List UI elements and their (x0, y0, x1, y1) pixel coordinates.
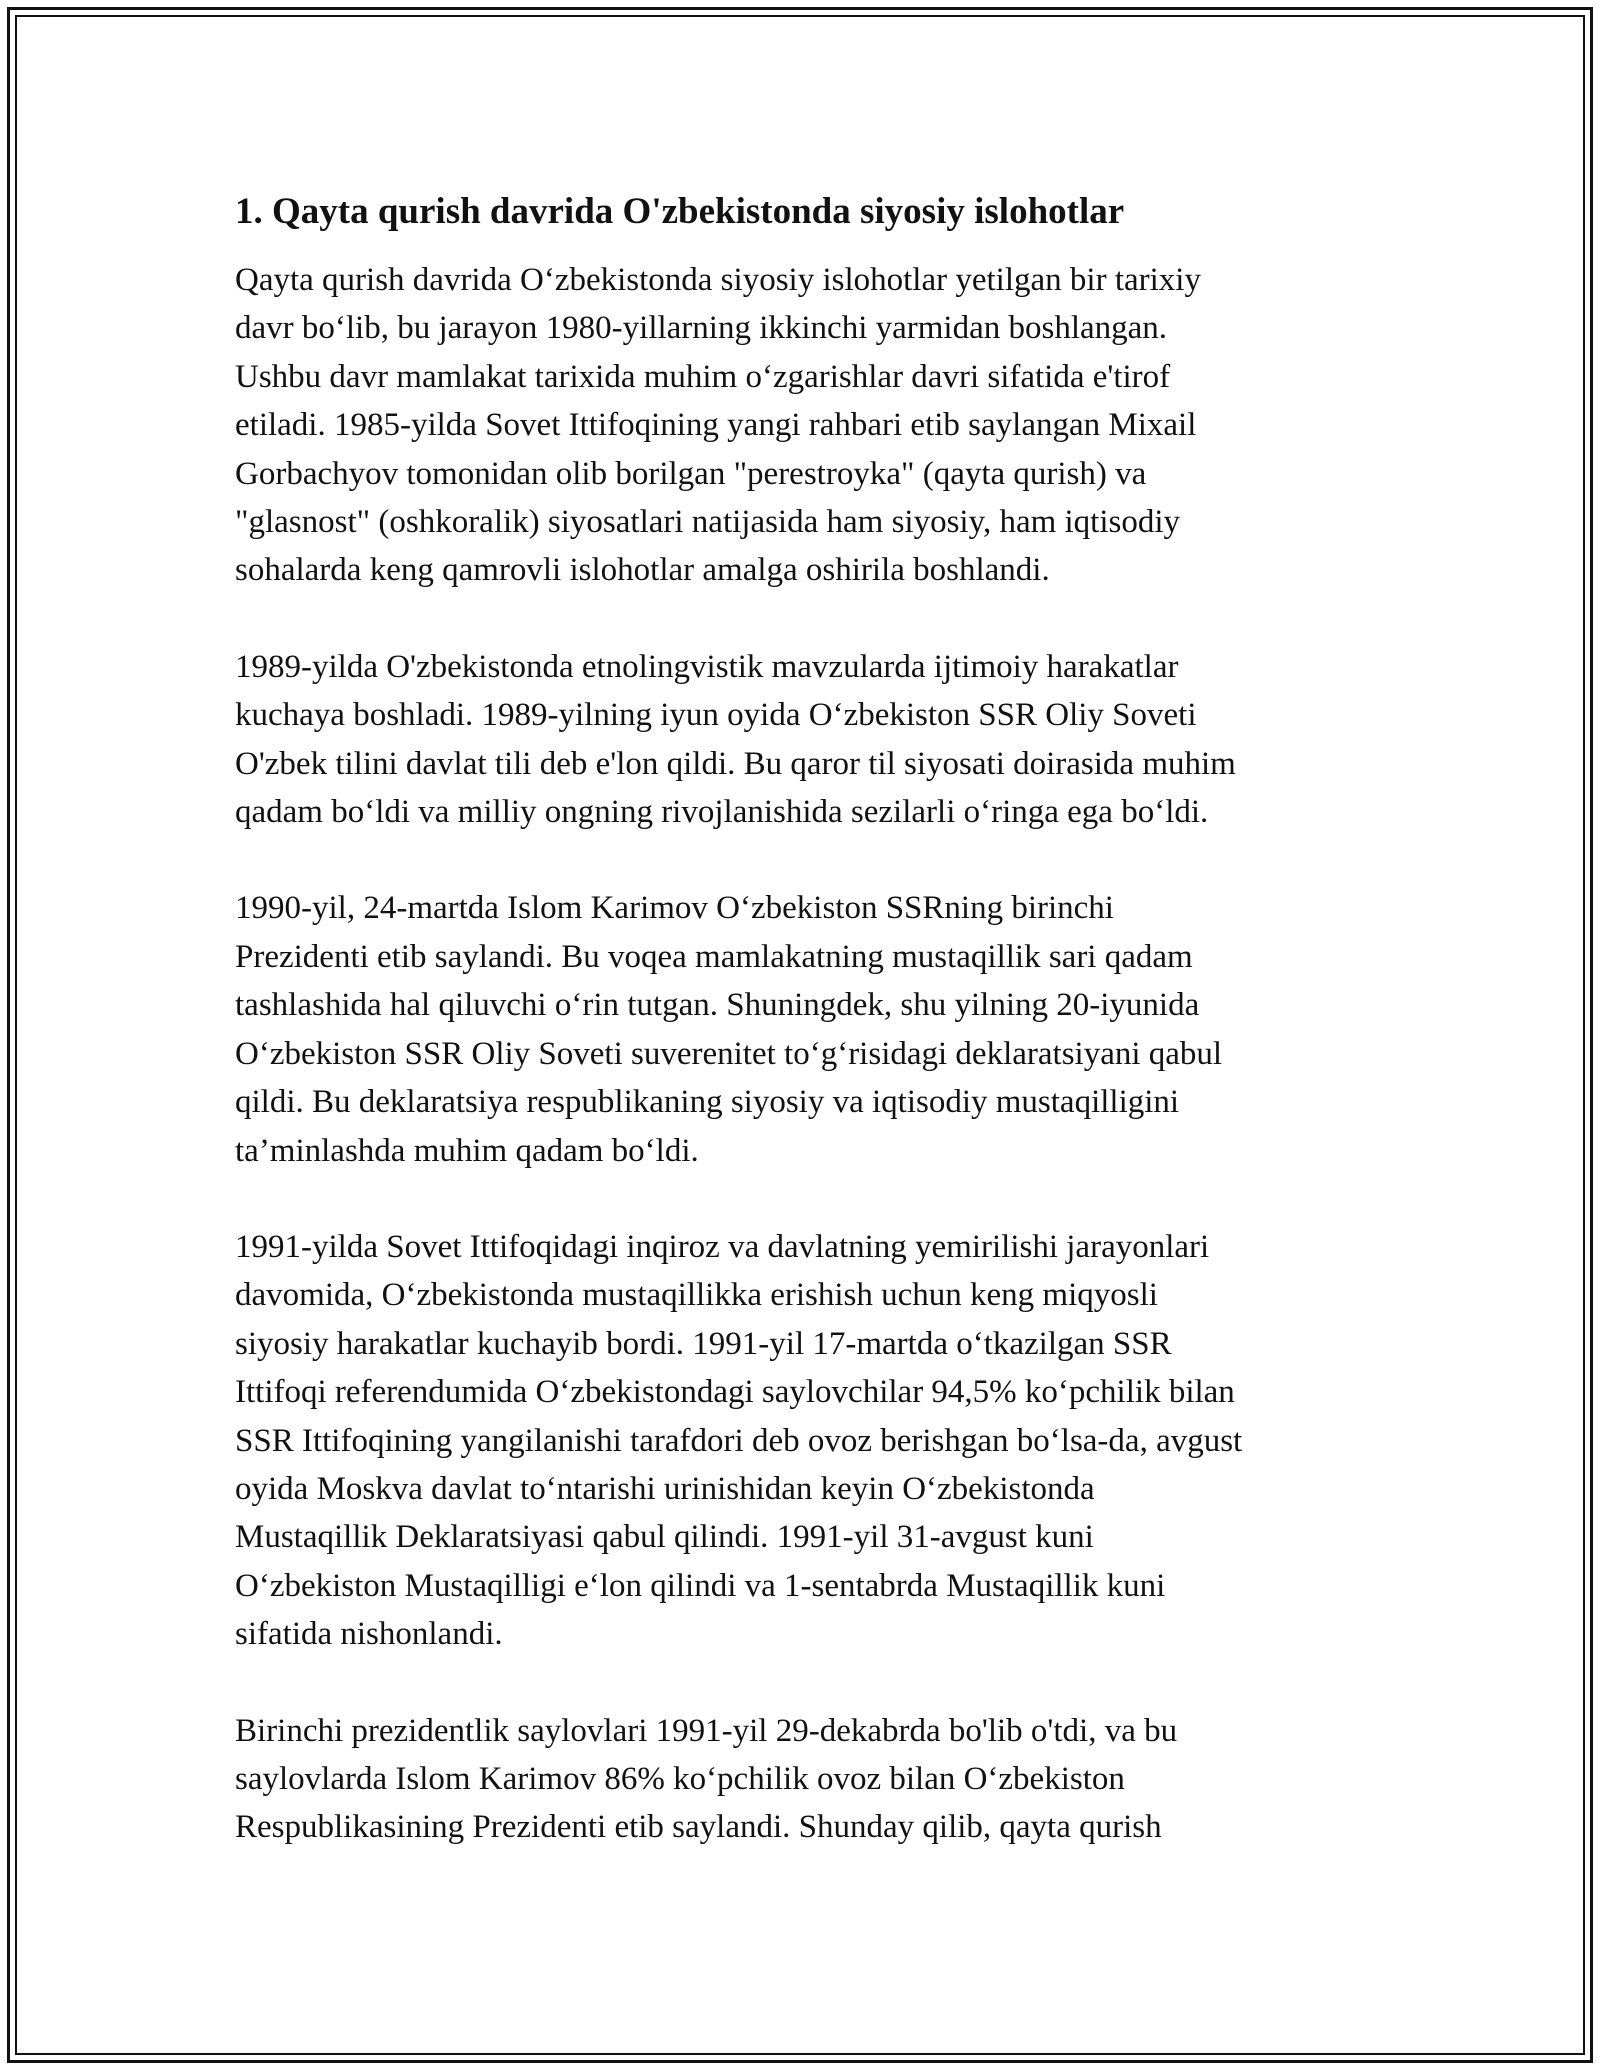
text-line: 1991-yilda Sovet Ittifoqidagi inqiroz va davlatning yemirilishi jarayonlari (235, 1228, 1210, 1265)
text-line: ta’minlashda muhim qadam boʻldi. (235, 1132, 699, 1169)
text-line: Respublikasining Prezidenti etib saylandi. Shunday qilib, qayta qurish (235, 1809, 1162, 1846)
text-line: davomida, Oʻzbekistonda mustaqillikka erishish uchun keng miqyosli (235, 1277, 1158, 1314)
document-title: 1. Qayta qurish davrida O'zbekistonda siyosiy islohotlar (235, 191, 1125, 232)
text-line: Ittifoqi referendumida Oʻzbekistondagi saylovchilar 94,5% koʻpchilik bilan (235, 1374, 1235, 1411)
text-line: sifatida nishonlandi. (235, 1616, 503, 1653)
paragraph-2 (235, 643, 1365, 837)
text-line: etiladi. 1985-yilda Sovet Ittifoqining yangi rahbari etib saylangan Mixail (235, 407, 1197, 444)
text-line: oyida Moskva davlat toʻntarishi urinishidan keyin Oʻzbekistonda (235, 1470, 1095, 1507)
text-line: tashlashida hal qiluvchi oʻrin tutgan. Shuningdek, shu yilning 20-iyunida (235, 987, 1200, 1024)
text-line: qildi. Bu deklaratsiya respublikaning siyosiy va iqtisodiy mustaqilligini (235, 1084, 1180, 1121)
text-line: Qayta qurish davrida Oʻzbekistonda siyosiy islohotlar yetilgan bir tarixiy (235, 262, 1201, 298)
text-line: sohalarda keng qamrovli islohotlar amalga oshirila boshlandi. (235, 552, 1050, 589)
text-line: qadam boʻldi va milliy ongning rivojlanishida sezilarli oʻringa ega boʻldi. (235, 794, 1209, 831)
text-line: saylovlarda Islom Karimov 86% koʻpchilik ovoz bilan Oʻzbekiston (235, 1760, 1125, 1797)
text-line: Gorbachyov tomonidan olib borilgan "perestroyka" (qayta qurish) va (235, 455, 1147, 492)
text-line: Oʻzbekiston SSR Oliy Soveti suverenitet toʻgʻrisidagi deklaratsiyani qabul (235, 1035, 1223, 1072)
text-line: kuchaya boshladi. 1989-yilning iyun oyida Oʻzbekiston SSR Oliy Soveti (235, 697, 1197, 734)
text-line: 1990-yil, 24-martda Islom Karimov Oʻzbekiston SSRning birinchi (235, 890, 1114, 927)
paragraph-3 (235, 884, 1365, 1174)
text-line: SSR Ittifoqining yangilanishi tarafdori deb ovoz berishgan boʻlsa-da, avgust (235, 1422, 1243, 1459)
text-line: Prezidenti etib saylandi. Bu voqea mamlakatning mustaqillik sari qadam (235, 938, 1193, 975)
text-line: Oʻzbekiston Mustaqilligi eʻlon qilindi va 1-sentabrda Mustaqillik kuni (235, 1567, 1166, 1604)
text-line: Mustaqillik Deklaratsiyasi qabul qilindi. 1991-yil 31-avgust kuni (235, 1519, 1094, 1556)
paragraph-1 (235, 256, 1365, 595)
document-body (235, 188, 1365, 1900)
text-line: O'zbek tilini davlat tili deb e'lon qildi. Bu qaror til siyosati doirasida muhim (235, 745, 1236, 782)
paragraph-5 (235, 1707, 1365, 1852)
text-line: davr boʻlib, bu jarayon 1980-yillarning ikkinchi yarmidan boshlangan. (235, 310, 1168, 347)
paragraph-4 (235, 1223, 1365, 1659)
text-line: "glasnost" (oshkoralik) siyosatlari natijasida ham siyosiy, ham iqtisodiy (235, 504, 1181, 541)
text-line: Birinchi prezidentlik saylovlari 1991-yil 29-dekabrda bo'lib o'tdi, va bu (235, 1712, 1178, 1749)
text-line: 1989-yilda O'zbekistonda etnolingvistik mavzularda ijtimoiy harakatlar (235, 648, 1179, 685)
text-line: Ushbu davr mamlakat tarixida muhim oʻzgarishlar davri sifatida e'tirof (235, 358, 1171, 395)
text-line: siyosiy harakatlar kuchayib bordi. 1991-yil 17-martda oʻtkazilgan SSR (235, 1325, 1172, 1362)
